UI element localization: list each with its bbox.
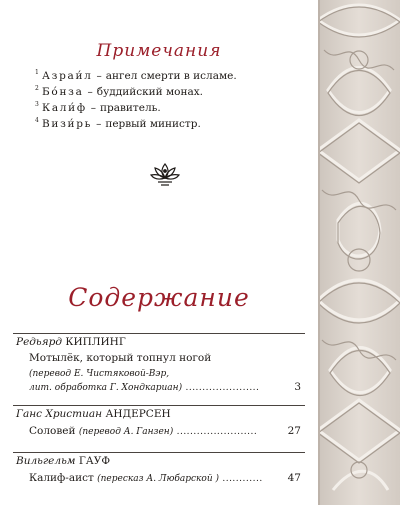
page-number: 27 [287,425,301,437]
author-name: Ганс Христиан АНДЕРСЕН [16,408,171,420]
notes-title: Примечания [96,41,222,61]
note-item [35,68,237,84]
section-divider [13,333,305,334]
note-item [35,116,237,132]
story-title: Мотылёк, который топнул ногой [29,352,212,364]
author-name: Редьярд КИПЛИНГ [16,336,126,348]
note-number: 2 [35,85,39,92]
note-number: 1 [35,69,39,76]
page-number: 3 [294,381,301,393]
note-term: Бо́нза [42,86,84,98]
toc-section-hauff [13,452,305,492]
note-number: 4 [35,117,39,124]
toc-section-kipling [13,333,305,398]
note-text: буддийский монах. [96,86,203,98]
story-title: Калиф-аист [29,472,94,484]
ornamental-border-image [318,0,400,505]
author-name: Вильгельм ГАУФ [16,455,111,467]
note-term: Кали́ф [42,102,87,114]
note-dash: – [96,70,102,82]
leader-dots: ........................ [176,427,258,437]
lotus-ornament-icon [150,162,180,186]
toc-entry: Калиф-аист (пересказ А. Любарской ) ............ [29,472,263,484]
note-dash: – [96,118,102,130]
section-divider [13,405,305,406]
note-item [35,84,237,100]
note-term: Визи́рь [42,118,93,130]
toc-section-andersen [13,405,305,441]
note-term: Азраи́л [42,70,93,82]
section-divider [13,452,305,453]
note-number: 3 [35,101,39,108]
story-title: Соловей [29,425,76,437]
toc-entry-note: (перевод Е. Чистяковой-Вэр, [29,369,170,379]
toc-entry-note: лит. обработка Г. Хондкариан) ...................... [29,383,260,393]
note-text: ангел смерти в исламе. [105,70,237,82]
toc-title: Содержание [68,283,250,312]
leader-dots: ............ [222,474,263,484]
page-number: 47 [287,472,301,484]
note-dash: – [90,102,97,114]
note-text: правитель. [100,102,161,114]
note-dash: – [87,86,93,98]
notes-list [35,68,237,132]
toc-entry: Соловей (перевод А. Ганзен) ........................ [29,425,258,437]
arabesque-pattern-icon [318,0,400,505]
note-item [35,100,237,116]
leader-dots: ...................... [185,383,260,393]
toc-entry [29,352,211,364]
note-text: первый министр. [105,118,201,130]
